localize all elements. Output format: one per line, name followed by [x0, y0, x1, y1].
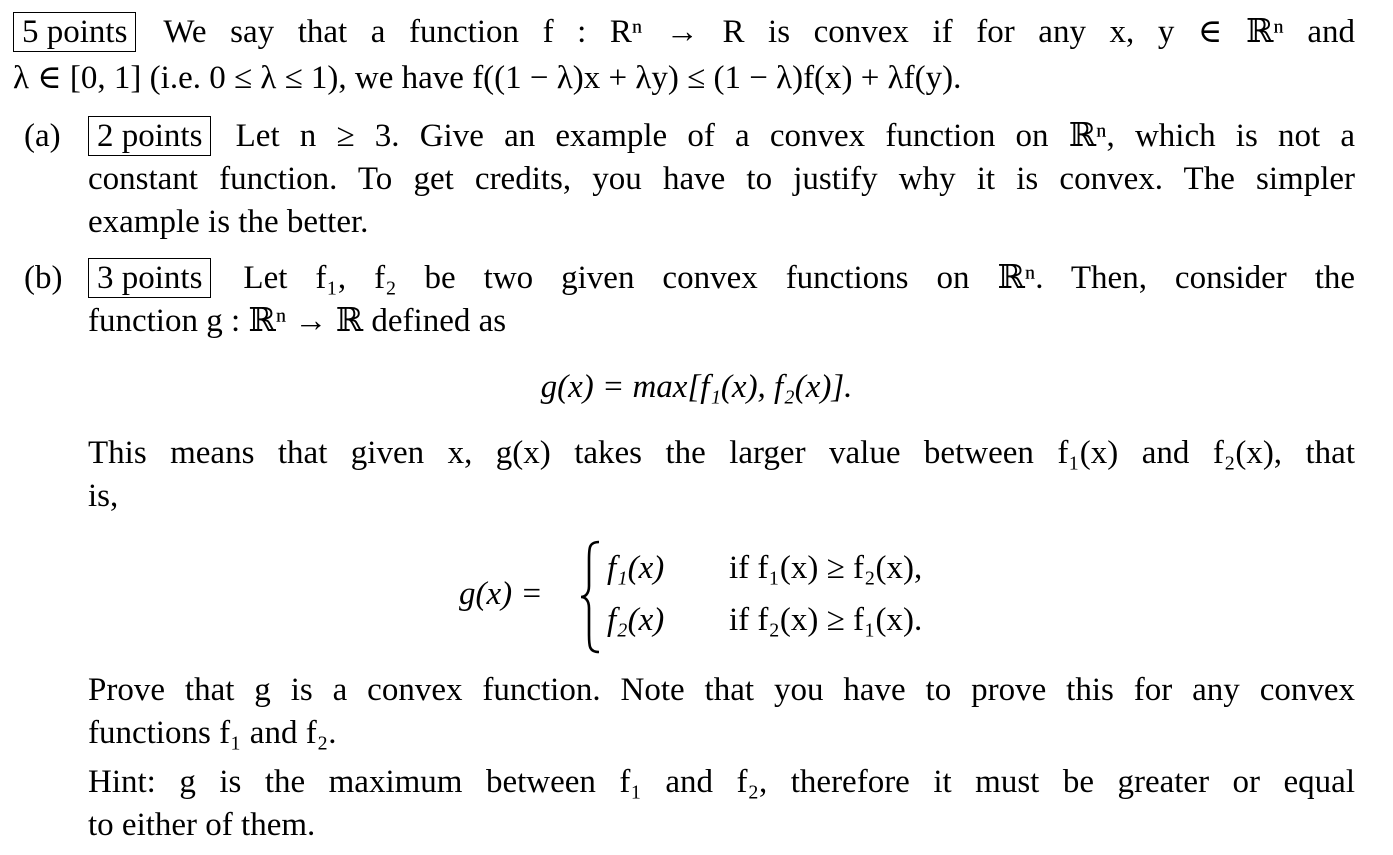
case-2-condition: if f₂(x) ≥ f₁(x).	[729, 602, 923, 638]
part-b-label: (b)	[24, 260, 63, 296]
part-a-line-2: constant function. To get credits, you have to justify why it is convex. The simpler	[88, 161, 1355, 197]
part-b-points-box: 3 points	[88, 258, 211, 298]
max-equation: g(x) = max[f₁(x), f₂(x)].	[540, 369, 853, 405]
intro-line-1	[13, 10, 1355, 54]
case-1-condition: if f₁(x) ≥ f₂(x),	[729, 550, 923, 586]
part-a-line-1	[88, 114, 1355, 158]
part-b-line-6: functions f₁ and f₂.	[88, 715, 337, 751]
part-a-points-box: 2 points	[88, 116, 211, 156]
part-b-text-1: Let f₁, f₂ be two given convex functions on ℝⁿ. Then, consider the	[243, 260, 1356, 296]
piecewise-lhs: g(x) =	[459, 576, 543, 612]
intro-points-box: 5 points	[13, 12, 136, 52]
intro-text-1: We say that a function f : Rⁿ → R is convex if for any x, y ∈ ℝⁿ and	[163, 14, 1355, 50]
part-b-line-5: Prove that g is a convex function. Note that you have to prove this for any convex	[88, 672, 1355, 708]
part-b-line-2: function g : ℝⁿ → ℝ defined as	[88, 303, 507, 339]
hint-line-2: to either of them.	[88, 807, 316, 843]
case-1-value: f₁(x)	[607, 550, 665, 586]
part-a-line-3: example is the better.	[88, 204, 369, 240]
part-b-line-4: is,	[88, 478, 119, 514]
hint-line-1: Hint: g is the maximum between f₁ and f₂, therefore it must be greater or equal	[88, 764, 1355, 800]
part-b-line-1	[88, 256, 1355, 300]
part-a-text-1: Let n ≥ 3. Give an example of a convex function on ℝⁿ, which is not a	[235, 118, 1356, 154]
left-brace-icon	[579, 540, 603, 654]
piecewise-equation	[459, 538, 1019, 658]
intro-line-2: λ ∈ [0, 1] (i.e. 0 ≤ λ ≤ 1), we have f((1 − λ)x + λy) ≤ (1 − λ)f(x) + λf(y).	[13, 60, 962, 96]
case-2-value: f₂(x)	[607, 602, 665, 638]
part-b-line-3: This means that given x, g(x) takes the larger value between f₁(x) and f₂(x), that	[88, 435, 1355, 471]
part-a-label: (a)	[24, 118, 61, 154]
